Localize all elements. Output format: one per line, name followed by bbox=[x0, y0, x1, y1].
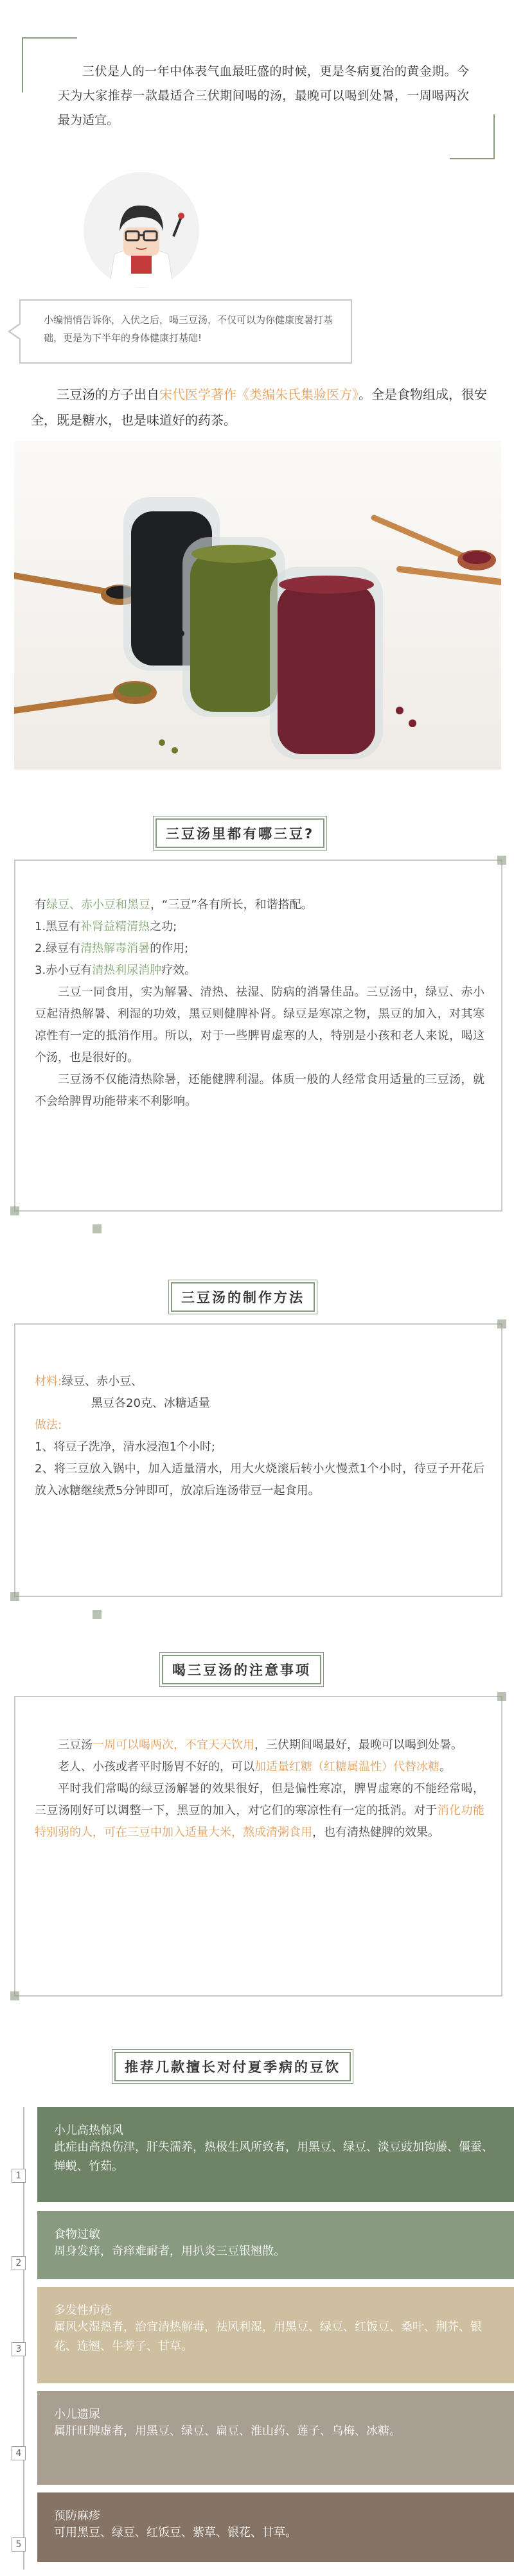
remedy-item-4 bbox=[37, 2391, 514, 2485]
section3-title-frame bbox=[159, 1652, 324, 1687]
section2-title-frame bbox=[168, 1280, 317, 1314]
remedy-number: 3 bbox=[12, 2342, 26, 2356]
note-3: 平时我们常喝的绿豆汤解暑的效果很好，但是偏性寒凉，脾胃虚寒的不能经常喝，三豆汤刚好可以调整一下，黑豆的加入，对它们的寒凉性有一定的抵消。对于消化功能特别弱的人，可在三豆中加入适量大米，熬成清粥食用，也有清热健脾的效果。 bbox=[35, 1782, 485, 1839]
frame-corner-left bbox=[22, 37, 23, 93]
remedy-number: 4 bbox=[12, 2446, 26, 2460]
section2-content bbox=[35, 1371, 484, 1502]
materials-label: 材料: bbox=[35, 1375, 62, 1388]
intro-frame bbox=[22, 37, 495, 159]
section2-header bbox=[168, 1280, 317, 1314]
corner-square bbox=[10, 1206, 19, 1215]
mung-bean-item: 2.绿豆有清热解毒消暑的作用; bbox=[35, 942, 189, 955]
remedy-body: 此症由高热伤津，肝失濡养，热极生风所致者，用黑豆、绿豆、淡豆豉加钩藤、僵蚕、蝉蜕、竹茹。 bbox=[54, 2140, 493, 2173]
section1-para1: 三豆一同食用，实为解暑、清热、祛湿、防病的消暑佳品。三豆汤中，绿豆、赤小豆起清热解暑、利湿的功效，黑豆则健脾补肾。绿豆是寒凉之物，黑豆的加入，对其寒凉性有一定的抵消作用。所以，对于一些脾胃虚寒的人，特别是小孩和老人来说，喝这个汤，也是很好的。 bbox=[35, 985, 484, 1064]
remedy-body: 属风火湿热者，治宜清热解毒，祛风利湿，用黑豆、绿豆、红饭豆、桑叶、荆芥、银花、连翘、牛蒡子、甘草。 bbox=[54, 2320, 482, 2353]
black-bean-item: 1.黑豆有补肾益精清热之功; bbox=[35, 920, 177, 933]
remedy-number: 1 bbox=[12, 2169, 26, 2183]
section2-box bbox=[14, 1323, 502, 1597]
frame-corner-top bbox=[22, 37, 77, 39]
tip-bubble bbox=[19, 299, 352, 364]
materials-line2: 黑豆各20克、冰糖适量 bbox=[91, 1397, 210, 1410]
remedy-item-5 bbox=[37, 2492, 514, 2562]
section1-header bbox=[153, 816, 327, 851]
section1-title: 三豆汤里都有哪三豆? bbox=[155, 818, 324, 848]
section3-content bbox=[35, 1734, 484, 1844]
deco-square bbox=[93, 1610, 102, 1619]
remedy-list bbox=[14, 2107, 502, 2570]
remedy-number: 2 bbox=[12, 2256, 26, 2270]
section4-title: 推荐几款擅长对付夏季病的豆饮 bbox=[114, 2052, 351, 2081]
note-2: 老人、小孩或者平时肠胃不好的，可以加适量红糖（红糖属温性）代替冰糖。 bbox=[58, 1760, 451, 1774]
remedy-body: 可用黑豆、绿豆、红饭豆、紫草、银花、甘草。 bbox=[54, 2526, 297, 2539]
section1-para2: 三豆汤不仅能清热除暑，还能健脾利湿。体质一般的人经常食用适量的三豆汤，就不会给脾胃功能带来不利影响。 bbox=[35, 1073, 484, 1108]
section1-content bbox=[35, 894, 484, 1113]
remedy-item-1 bbox=[37, 2107, 514, 2202]
remedy-item-2 bbox=[37, 2211, 514, 2279]
section1-box bbox=[14, 860, 502, 1212]
source-suffix: 。全是食物组成，很安全，既是糖水，也是味道好的药茶。 bbox=[31, 387, 487, 428]
red-bean-item: 3.赤小豆有清热利尿消肿疗效。 bbox=[35, 964, 197, 977]
section3-box bbox=[14, 1696, 502, 1997]
remedy-body: 周身发痒，奇痒难耐者，用扒炎三豆银翘散。 bbox=[54, 2245, 285, 2258]
section3-title: 喝三豆汤的注意事项 bbox=[162, 1655, 321, 1684]
frame-corner-bottom bbox=[450, 158, 495, 159]
section1-intro-line: 有绿豆、赤小豆和黑豆，“三豆”各有所长，和谐搭配。 bbox=[35, 898, 313, 912]
corner-square bbox=[497, 1319, 506, 1328]
tip-text: 小编悄悄告诉你，入伏之后，喝三豆汤，不仅可以为你健康度暑打基础，更是为下半年的身体健康打基础! bbox=[44, 314, 333, 344]
source-paragraph bbox=[31, 382, 493, 433]
section4-title-frame bbox=[112, 2049, 353, 2084]
bean-jars-image bbox=[14, 441, 501, 770]
note-1: 三豆汤一周可以喝两次，不宜天天饮用，三伏期间喝最好，最晚可以喝到处暑。 bbox=[58, 1738, 463, 1752]
step-2: 2、将三豆放入锅中，加入适量清水，用大火烧滚后转小火慢煮1个小时，待豆子开花后放入冰糖继续煮5分钟即可，放凉后连汤带豆一起食用。 bbox=[35, 1462, 484, 1497]
step-1: 1、将豆子洗净，清水浸泡1个小时; bbox=[35, 1440, 215, 1454]
corner-square bbox=[497, 1692, 506, 1701]
doctor-illustration-icon bbox=[84, 172, 199, 288]
section3-header bbox=[159, 1652, 324, 1687]
remedy-title: 食物过敏 bbox=[54, 2228, 100, 2241]
section4-header bbox=[112, 2049, 353, 2084]
remedy-item-3 bbox=[37, 2287, 514, 2383]
source-book: 宋代医学著作《类编朱氏集验医方》 bbox=[159, 387, 359, 402]
remedy-number: 5 bbox=[12, 2537, 26, 2552]
section1-title-frame bbox=[153, 816, 327, 851]
intro-text: 三伏是人的一年中体表气血最旺盛的时候，更是冬病夏治的黄金期。今天为大家推荐一款最适合三伏期间喝的汤，最晚可以喝到处暑，一周喝两次最为适宜。 bbox=[58, 64, 469, 127]
corner-square bbox=[10, 1991, 19, 2000]
three-beans-photo bbox=[14, 441, 501, 770]
method-label: 做法: bbox=[35, 1418, 62, 1432]
remedy-title: 小儿高热惊风 bbox=[54, 2124, 123, 2137]
corner-square bbox=[497, 856, 506, 865]
corner-square bbox=[10, 1592, 19, 1601]
remedy-body: 属肝旺脾虚者，用黑豆、绿豆、扁豆、淮山药、莲子、乌梅、冰糖。 bbox=[54, 2424, 401, 2438]
bubble-tip-inner bbox=[10, 324, 21, 339]
remedy-title: 小儿遗尿 bbox=[54, 2408, 100, 2421]
frame-corner-right bbox=[493, 114, 495, 159]
remedy-title: 多发性疖疮 bbox=[54, 2304, 112, 2317]
materials-line: 材料:绿豆、赤小豆、 bbox=[35, 1375, 143, 1388]
source-prefix: 三豆汤的方子出自 bbox=[57, 387, 159, 402]
remedy-title: 预防麻疹 bbox=[54, 2509, 100, 2523]
deco-square bbox=[93, 1224, 102, 1233]
section2-title: 三豆汤的制作方法 bbox=[171, 1282, 315, 1312]
doctor-avatar bbox=[84, 172, 199, 288]
